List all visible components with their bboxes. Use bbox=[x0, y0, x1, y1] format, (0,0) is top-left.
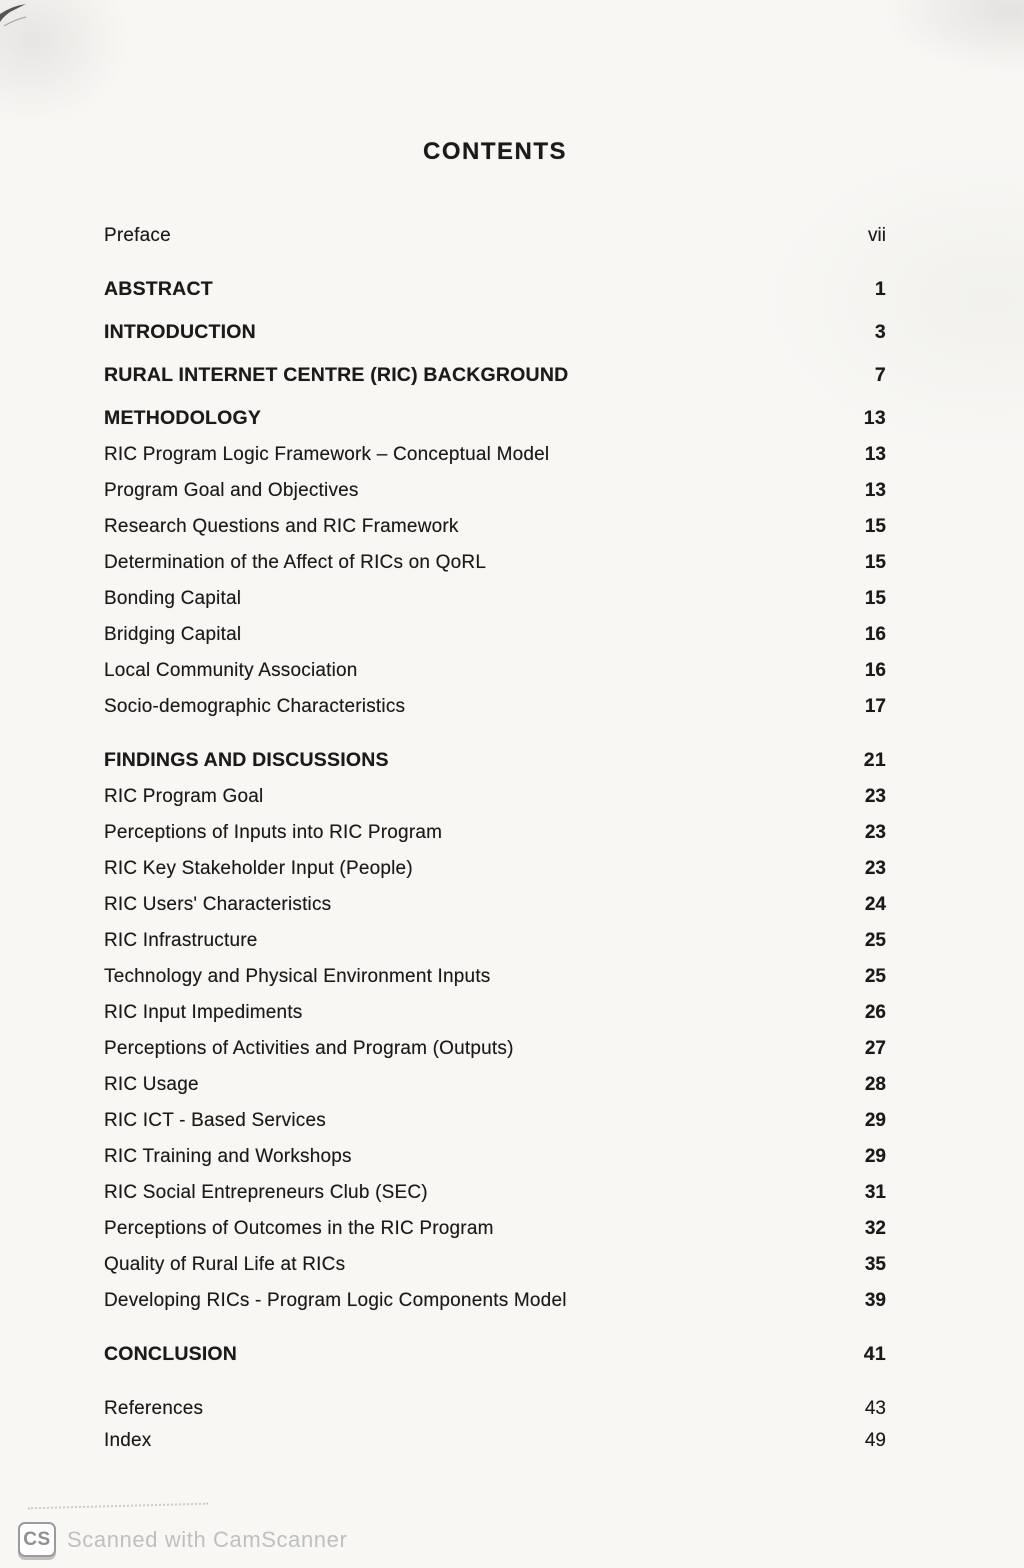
toc-section-row bbox=[104, 365, 886, 386]
toc-entry-page: 13 bbox=[863, 407, 886, 429]
toc-row bbox=[104, 516, 886, 537]
toc-entry-title: Bonding Capital bbox=[104, 588, 242, 609]
toc-row bbox=[104, 1002, 886, 1023]
toc-entry-page: 1 bbox=[874, 278, 886, 300]
toc-entry-title: Quality of Rural Life at RICs bbox=[104, 1254, 346, 1275]
toc-entry-page: 21 bbox=[863, 749, 886, 771]
toc-row bbox=[104, 588, 886, 609]
camscanner-watermark bbox=[18, 1522, 347, 1557]
toc-entry-page: 23 bbox=[864, 786, 886, 807]
toc-entry-title: RIC Usage bbox=[104, 1074, 199, 1095]
toc-entry-title: RIC Program Goal bbox=[104, 786, 264, 807]
toc-entry-title: RIC Infrastructure bbox=[104, 930, 258, 951]
toc-row bbox=[104, 786, 886, 807]
toc-entry-title: RIC Key Stakeholder Input (People) bbox=[104, 858, 413, 879]
toc-row bbox=[104, 624, 886, 645]
toc-row bbox=[104, 1398, 886, 1419]
toc-row bbox=[104, 696, 886, 717]
toc-entry-title: RIC Training and Workshops bbox=[104, 1146, 352, 1167]
toc-entry-title: Perceptions of Inputs into RIC Program bbox=[104, 822, 443, 843]
toc-entry-page: vii bbox=[868, 225, 886, 246]
toc-entry-title: Preface bbox=[104, 225, 171, 246]
pencil-smudge bbox=[28, 1503, 208, 1517]
toc-entry-title: Perceptions of Outcomes in the RIC Program bbox=[104, 1218, 494, 1239]
toc-row bbox=[104, 1254, 886, 1275]
toc-entry-page: 29 bbox=[864, 1146, 886, 1167]
toc-entry-page: 31 bbox=[864, 1182, 886, 1203]
toc-entry-page: 23 bbox=[864, 822, 886, 843]
toc-entry-page: 29 bbox=[864, 1110, 886, 1131]
toc-entry-title: METHODOLOGY bbox=[104, 407, 262, 429]
toc-entry-title: FINDINGS AND DISCUSSIONS bbox=[104, 749, 389, 771]
toc-entry-page: 35 bbox=[864, 1254, 886, 1275]
toc-entry-page: 13 bbox=[864, 444, 886, 465]
toc-entry-page: 25 bbox=[864, 966, 886, 987]
toc-entry-page: 15 bbox=[864, 516, 886, 537]
toc-entry-title: RIC Input Impediments bbox=[104, 1002, 303, 1023]
toc-entry-page: 41 bbox=[863, 1343, 886, 1365]
toc-entry-page: 23 bbox=[864, 858, 886, 879]
toc-row bbox=[104, 1146, 886, 1167]
toc-entry-page: 16 bbox=[864, 660, 886, 681]
toc-entry-title: RIC ICT - Based Services bbox=[104, 1110, 326, 1131]
toc-entry-title: RIC Social Entrepreneurs Club (SEC) bbox=[104, 1182, 428, 1203]
toc-section-row bbox=[104, 279, 886, 300]
toc-entry-page: 43 bbox=[864, 1398, 886, 1419]
toc-entry-title: CONCLUSION bbox=[104, 1343, 238, 1365]
toc-entry-page: 49 bbox=[864, 1430, 886, 1451]
toc-row bbox=[104, 858, 886, 879]
toc-entry-title: Bridging Capital bbox=[104, 624, 242, 645]
toc-row bbox=[104, 1218, 886, 1239]
toc-row bbox=[104, 1038, 886, 1059]
toc-entry-title: Socio-demographic Characteristics bbox=[104, 696, 406, 717]
toc-entry-title: Technology and Physical Environment Inputs bbox=[104, 966, 491, 987]
toc-row bbox=[104, 480, 886, 501]
toc-entry-title: Index bbox=[104, 1430, 152, 1451]
toc-entry-page: 25 bbox=[864, 930, 886, 951]
toc-entry-title: ABSTRACT bbox=[104, 278, 213, 300]
toc-row bbox=[104, 552, 886, 573]
toc-entry-title: Research Questions and RIC Framework bbox=[104, 516, 459, 537]
toc-section-row bbox=[104, 322, 886, 343]
toc-row bbox=[104, 660, 886, 681]
toc-entry-page: 39 bbox=[864, 1290, 886, 1311]
toc-row bbox=[104, 822, 886, 843]
toc-row bbox=[104, 1074, 886, 1095]
toc-section-row bbox=[104, 1344, 886, 1365]
toc-entry-title: References bbox=[104, 1398, 204, 1419]
toc-entry-title: RIC Program Logic Framework – Conceptual Model bbox=[104, 444, 550, 465]
toc-row bbox=[104, 1110, 886, 1131]
toc-entry-title: Developing RICs - Program Logic Components Model bbox=[104, 1290, 567, 1311]
toc-row bbox=[104, 1290, 886, 1311]
toc-entry-page: 26 bbox=[864, 1002, 886, 1023]
toc-entry-title: Program Goal and Objectives bbox=[104, 480, 359, 501]
toc-entry-title: RIC Users' Characteristics bbox=[104, 894, 332, 915]
toc-entry-title: Perceptions of Activities and Program (Outputs) bbox=[104, 1038, 514, 1059]
toc-entry-page: 32 bbox=[864, 1218, 886, 1239]
toc-entry-page: 15 bbox=[864, 588, 886, 609]
toc-entry-title: RURAL INTERNET CENTRE (RIC) BACKGROUND bbox=[104, 364, 569, 386]
camscanner-badge-icon: CS bbox=[18, 1522, 56, 1557]
toc-entry-page: 17 bbox=[864, 696, 886, 717]
page-title: CONTENTS bbox=[423, 138, 567, 165]
toc-entry-page: 24 bbox=[864, 894, 886, 915]
toc-row bbox=[104, 930, 886, 951]
toc-row bbox=[104, 966, 886, 987]
toc-entry-page: 28 bbox=[864, 1074, 886, 1095]
toc-row bbox=[104, 1182, 886, 1203]
toc-entry-title: Determination of the Affect of RICs on QoRL bbox=[104, 552, 487, 573]
toc-entry-page: 16 bbox=[864, 624, 886, 645]
toc-entry-title: INTRODUCTION bbox=[104, 321, 256, 343]
toc-row bbox=[104, 225, 886, 246]
toc-section-row bbox=[104, 408, 886, 429]
toc-entry-page: 27 bbox=[864, 1038, 886, 1059]
toc-section-row bbox=[104, 750, 886, 771]
toc-entry-page: 13 bbox=[864, 480, 886, 501]
toc-row bbox=[104, 894, 886, 915]
toc-entry-page: 7 bbox=[874, 364, 886, 386]
toc-entry-page: 15 bbox=[864, 552, 886, 573]
toc-row bbox=[104, 444, 886, 465]
toc-row bbox=[104, 1430, 886, 1451]
toc-entry-title: Local Community Association bbox=[104, 660, 358, 681]
toc-entry-page: 3 bbox=[874, 321, 886, 343]
camscanner-watermark-text: Scanned with CamScanner bbox=[67, 1526, 348, 1552]
